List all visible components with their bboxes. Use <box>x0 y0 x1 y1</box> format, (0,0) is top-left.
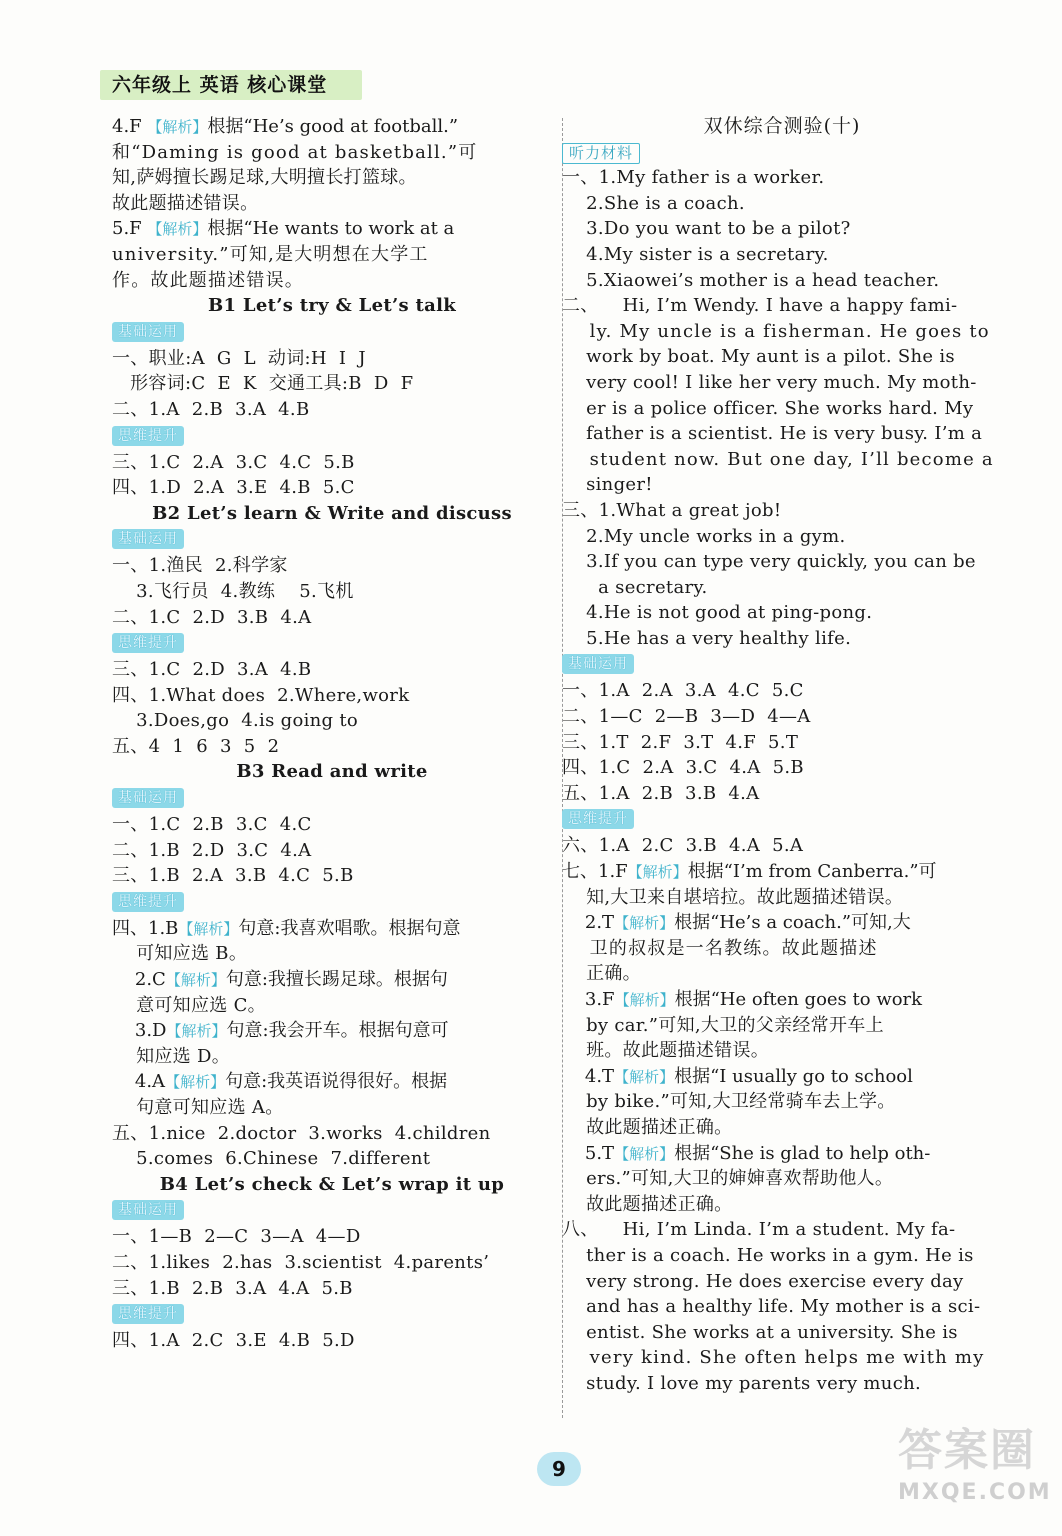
answer-line: 知应选 D。 <box>112 1045 231 1067</box>
answer-line: 班。故此题描述错误。 <box>562 1040 770 1062</box>
section-pill-row <box>112 889 552 916</box>
analysis-tag: 【解析】 <box>165 971 226 990</box>
left-column <box>112 114 552 1354</box>
analysis-text: 句意:我会开车。根据句意可 <box>226 1020 449 1042</box>
answer-line: 四、1.What does 2.Where,work <box>112 684 410 706</box>
answer-line: 一、1.C 2.B 3.C 4.C <box>112 814 312 836</box>
answer-line: 一、1.渔民 2.科学家 <box>112 555 288 577</box>
answer-line: 三、1.B 2.B 3.A 4.A 5.B <box>112 1277 353 1299</box>
answer-line <box>112 1069 552 1095</box>
section-pill-row <box>112 1197 552 1224</box>
analysis-tag: 【解析】 <box>147 220 208 239</box>
material-label: 听力材料 <box>562 143 640 164</box>
answer-line: 五、1.A 2.B 3.B 4.A <box>562 782 760 804</box>
answer-number: 2.T <box>562 912 615 934</box>
answer-line: ther is a coach. He works in a gym. He is <box>562 1244 974 1266</box>
answer-line: study. I love my parents very much. <box>562 1372 921 1394</box>
answer-line: 五、1.nice 2.doctor 3.works 4.children <box>112 1122 491 1144</box>
answer-line: ly. My uncle is a fisherman. He goes to <box>562 320 990 342</box>
analysis-tag: 【解析】 <box>165 1073 226 1092</box>
answer-line <box>112 916 552 942</box>
section-pill-row <box>562 651 1002 678</box>
answer-number: 四、1.B <box>112 917 179 939</box>
answer-line: very strong. He does exercise every day <box>562 1270 964 1292</box>
answer-line <box>112 216 552 242</box>
answer-number: 5.F <box>112 218 148 240</box>
answer-line: 故此题描述正确。 <box>562 1116 733 1138</box>
watermark-site: MXQE.COM <box>898 1480 1052 1505</box>
analysis-tag: 【解析】 <box>614 1067 675 1086</box>
section-pill-row <box>112 423 552 450</box>
answer-line: 4.My sister is a secretary. <box>562 243 829 265</box>
answer-number: 5.T <box>562 1142 615 1164</box>
answer-line: ers.”可知,大卫的婶婶喜欢帮助他人。 <box>562 1168 894 1190</box>
answer-line: 形容词:C E K 交通工具:B D F <box>112 373 414 395</box>
unit-title: B2 Let’s learn & Write and discuss <box>152 502 512 524</box>
answer-line: 正确。 <box>562 963 641 985</box>
answer-line: singer! <box>562 474 653 496</box>
answer-line <box>112 114 552 140</box>
analysis-tag: 【解析】 <box>166 1022 227 1041</box>
answer-line <box>562 859 1002 885</box>
answer-line: 一、职业:A G L 动词:H I J <box>112 347 366 369</box>
answer-number: 4.A <box>112 1071 166 1093</box>
analysis-text: 根据“He’s good at football.” <box>207 116 459 137</box>
header-title: 六年级上 英语 核心课堂 <box>112 74 328 96</box>
section-pill-row <box>112 319 552 346</box>
unit-title: B4 Let’s check & Let’s wrap it up <box>159 1173 505 1195</box>
answer-line: a secretary. <box>562 576 708 598</box>
analysis-text: 根据“He’s a coach.”可知,大 <box>674 912 911 934</box>
answer-line: and has a healthy life. My mother is a sci- <box>562 1296 981 1318</box>
answer-line: 二、1.A 2.B 3.A 4.B <box>112 398 310 420</box>
right-column <box>562 114 1002 1397</box>
section-pill: 思维提升 <box>562 809 634 829</box>
answer-line: by car.”可知,大卫的父亲经常开车上 <box>562 1014 884 1036</box>
answer-line: 三、1.What a great job! <box>562 499 782 521</box>
answer-line: 六、1.A 2.C 3.B 4.A 5.A <box>562 835 804 857</box>
answer-line: 意可知应选 C。 <box>112 994 266 1016</box>
section-pill: 思维提升 <box>112 892 184 912</box>
answer-line: 5.Xiaowei’s mother is a head teacher. <box>562 269 940 291</box>
answer-line: 和“Daming is good at basketball.”可 <box>112 141 478 163</box>
page-header <box>100 70 362 100</box>
answer-line: 5.comes 6.Chinese 7.different <box>112 1148 431 1170</box>
material-label-row <box>562 140 1002 166</box>
answer-line <box>562 987 1002 1013</box>
analysis-text: 句意:我喜欢唱歌。根据句意 <box>238 917 461 939</box>
answer-number: 3.D <box>112 1020 167 1042</box>
answer-line: 二、1.likes 2.has 3.scientist 4.parents’ <box>112 1251 490 1273</box>
analysis-text: 句意:我英语说得很好。根据 <box>225 1071 448 1093</box>
answer-line: 可知应选 B。 <box>112 943 248 965</box>
section-pill: 基础运用 <box>112 788 184 808</box>
section-pill: 思维提升 <box>112 1304 184 1324</box>
analysis-tag: 【解析】 <box>147 118 208 136</box>
answer-line: 5.He has a very healthy life. <box>562 627 852 649</box>
analysis-text: 根据“She is glad to help oth- <box>674 1142 931 1164</box>
answer-line: 三、1.C 2.A 3.C 4.C 5.B <box>112 451 355 473</box>
answer-line: 二、1.C 2.D 3.B 4.A <box>112 606 312 628</box>
section-pill-row <box>112 630 552 657</box>
answer-line <box>562 910 1002 936</box>
analysis-tag: 【解析】 <box>614 1144 675 1163</box>
section-pill: 基础运用 <box>562 654 634 674</box>
answer-line: 三、1.C 2.D 3.A 4.B <box>112 659 312 681</box>
answer-line: very kind. She often helps me with my <box>562 1347 985 1369</box>
answer-line: 二、1—C 2—B 3—D 4—A <box>562 706 811 728</box>
answer-line: 句意可知应选 A。 <box>112 1097 284 1118</box>
answer-line: 故此题描述错误。 <box>112 192 259 214</box>
answer-line: 三、1.T 2.F 3.T 4.F 5.T <box>562 731 799 753</box>
answer-line: 四、1.D 2.A 3.E 4.B 5.C <box>112 477 355 499</box>
analysis-tag: 【解析】 <box>627 863 688 882</box>
answer-line: 2.She is a coach. <box>562 192 745 214</box>
analysis-text: 句意:我擅长踢足球。根据句 <box>225 969 448 991</box>
answer-line: work by boat. My aunt is a pilot. She is <box>562 346 955 368</box>
answer-line: 3.Does,go 4.is going to <box>112 710 359 732</box>
answer-line: 知,萨姆擅长踢足球,大明擅长打篮球。 <box>112 167 417 189</box>
answer-number: 2.C <box>112 969 166 991</box>
answer-number: 3.F <box>562 989 615 1010</box>
answer-line: entist. She works at a university. She is <box>562 1321 958 1343</box>
test-title: 双休综合测验(十) <box>703 115 861 137</box>
answer-line: 一、1.A 2.A 3.A 4.C 5.C <box>562 680 804 702</box>
section-pill-row <box>112 785 552 812</box>
unit-title: B1 Let’s try & Let’s talk <box>207 295 456 317</box>
section-pill-row <box>562 806 1002 833</box>
analysis-tag: 【解析】 <box>178 919 239 938</box>
analysis-text: 根据“He wants to work at a <box>207 218 455 240</box>
section-pill: 基础运用 <box>112 322 184 342</box>
analysis-text: 根据“I usually go to school <box>674 1065 913 1087</box>
answer-line: 五、4 1 6 3 5 2 <box>112 735 280 757</box>
answer-line: university.”可知,是大明想在大学工 <box>112 243 429 265</box>
section-pill-row <box>112 526 552 553</box>
answer-line: 4.He is not good at ping-pong. <box>562 602 873 624</box>
analysis-tag: 【解析】 <box>614 991 675 1009</box>
page-number: 9 <box>537 1452 581 1486</box>
watermark <box>898 1422 1052 1532</box>
answer-line: 3.飞行员 4.教练 5.飞机 <box>112 580 354 602</box>
answer-line <box>112 967 552 993</box>
answer-line: 八、 Hi, I’m Linda. I’m a student. My fa- <box>562 1219 956 1241</box>
answer-line: 作。故此题描述错误。 <box>112 269 304 291</box>
answer-line: 一、1.My father is a worker. <box>562 167 825 189</box>
unit-title: B3 Read and write <box>236 761 428 783</box>
answer-line: 卫的叔叔是一名教练。故此题描述 <box>562 937 878 959</box>
answer-line: father is a scientist. He is very busy. I’m a <box>562 423 983 445</box>
answer-line <box>562 1141 1002 1167</box>
answer-line: er is a police officer. She works hard. My <box>562 397 974 419</box>
answer-line: 四、1.C 2.A 3.C 4.A 5.B <box>562 757 804 779</box>
answer-number: 七、1.F <box>562 861 628 883</box>
answer-line: 一、1—B 2—C 3—A 4—D <box>112 1226 361 1248</box>
answer-line: 3.If you can type very quickly, you can be <box>562 551 976 573</box>
answer-number: 4.T <box>562 1065 615 1087</box>
section-pill: 基础运用 <box>112 1200 184 1220</box>
answer-line: 2.My uncle works in a gym. <box>562 525 846 547</box>
answer-line: 知,大卫来自堪培拉。故此题描述错误。 <box>562 886 904 908</box>
answer-line: by bike.”可知,大卫经常骑车去上学。 <box>562 1091 896 1113</box>
analysis-tag: 【解析】 <box>614 914 675 933</box>
answer-line: student now. But one day, I’ll become a <box>562 448 994 470</box>
answer-line: 3.Do you want to be a pilot? <box>562 218 851 240</box>
answer-line: 故此题描述正确。 <box>562 1193 733 1215</box>
analysis-text: 根据“I’m from Canberra.”可 <box>687 861 937 883</box>
answer-line: 三、1.B 2.A 3.B 4.C 5.B <box>112 865 354 887</box>
section-pill: 基础运用 <box>112 529 184 549</box>
answer-line <box>112 1018 552 1044</box>
section-pill-row <box>112 1301 552 1328</box>
section-pill: 思维提升 <box>112 633 184 653</box>
watermark-logo: 答案圈 <box>898 1425 1036 1476</box>
answer-line: 四、1.A 2.C 3.E 4.B 5.D <box>112 1330 355 1352</box>
section-pill: 思维提升 <box>112 426 184 446</box>
answer-line <box>562 1064 1002 1090</box>
answer-line: 二、1.B 2.D 3.C 4.A <box>112 839 312 861</box>
answer-line: 二、 Hi, I’m Wendy. I have a happy fami- <box>562 295 958 317</box>
answer-number: 4.F <box>112 116 148 137</box>
answer-line: very cool! I like her very much. My moth- <box>562 371 977 393</box>
analysis-text: 根据“He often goes to work <box>674 989 923 1010</box>
